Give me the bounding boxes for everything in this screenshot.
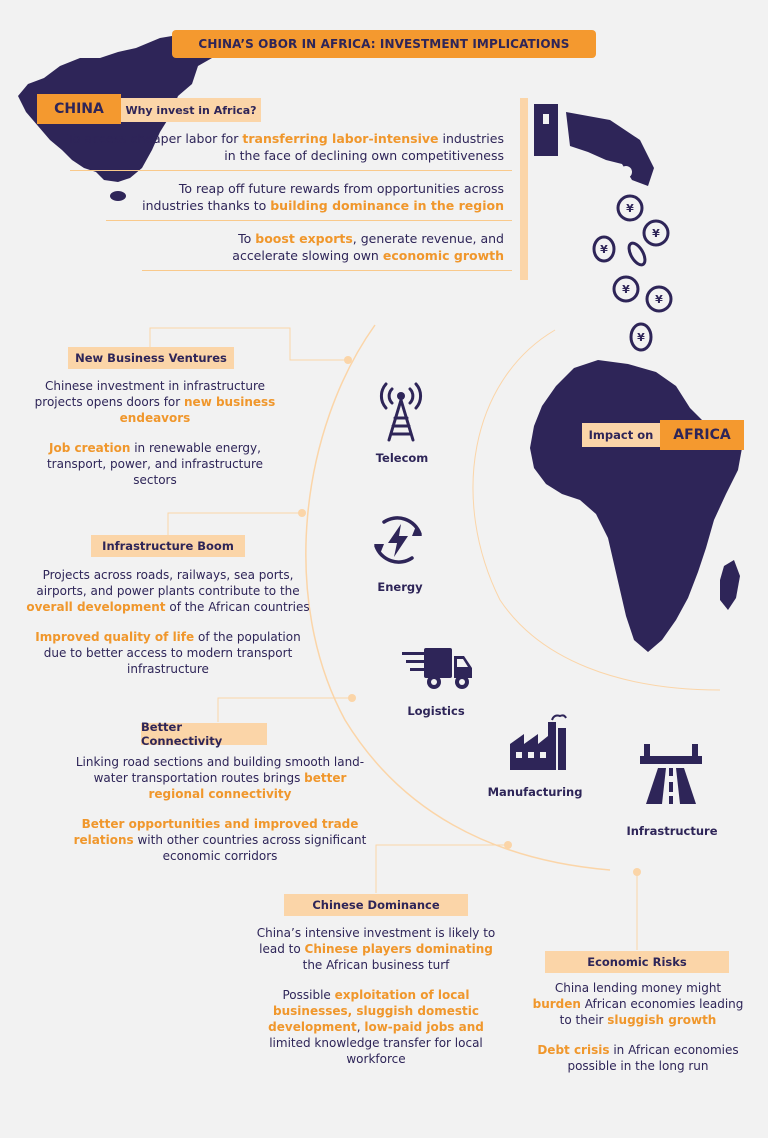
telecom-icon bbox=[376, 376, 426, 444]
energy-icon bbox=[370, 512, 426, 568]
telecom-label: Telecom bbox=[375, 451, 429, 465]
logistics-label: Logistics bbox=[407, 704, 465, 718]
logistics-icon bbox=[402, 646, 474, 690]
reason-2: To reap off future rewards from opportunities across industries thanks to building dominance in the region bbox=[142, 181, 504, 213]
reason-divider bbox=[70, 170, 512, 171]
road-icon bbox=[640, 744, 702, 806]
reason-divider bbox=[106, 220, 512, 221]
svg-text:¥: ¥ bbox=[652, 227, 660, 240]
economic-risks-text: China lending money might burden African economies leading to their sluggish growth Debt crisis in African economies possible in the long run bbox=[532, 981, 744, 1073]
svg-text:¥: ¥ bbox=[622, 283, 630, 296]
africa-map bbox=[530, 360, 742, 652]
factory-icon bbox=[508, 714, 570, 772]
page-title: CHINA’S OBOR IN AFRICA: INVESTMENT IMPLICATIONS bbox=[172, 30, 596, 58]
svg-text:¥: ¥ bbox=[655, 293, 663, 306]
infrastructure-label: Infrastructure bbox=[626, 824, 718, 838]
svg-text:¥: ¥ bbox=[637, 331, 645, 344]
economic-risks-label: Economic Risks bbox=[545, 951, 729, 973]
africa-label: AFRICA bbox=[660, 420, 744, 450]
reason-divider bbox=[142, 270, 512, 271]
new-business-text: Chinese investment in infrastructure projects opens doors for new business endeavors Job creation in renewable energy, transport, power, and infrastructure sectors bbox=[34, 379, 276, 487]
chinese-dominance-label: Chinese Dominance bbox=[284, 894, 468, 916]
infrastructure-boom-text: Projects across roads, railways, sea ports, airports, and power plants contribute to the overall development of the African countries Improved quality of life of the population due to better access to modern transport infrastructure bbox=[26, 568, 310, 676]
china-label: CHINA bbox=[37, 94, 121, 124]
new-business-label: New Business Ventures bbox=[68, 347, 234, 369]
infrastructure-boom-label: Infrastructure Boom bbox=[91, 535, 245, 557]
reason-1: To access cheaper labor for transferring labor-intensive industries in the face of declining own competitiveness bbox=[67, 131, 504, 163]
better-connectivity-text: Linking road sections and building smooth land- water transportation routes brings better regional connectivity Better opportunities and improved trade relations with other countries across significant economic corridors bbox=[73, 755, 367, 863]
energy-label: Energy bbox=[377, 580, 423, 594]
manufacturing-label: Manufacturing bbox=[487, 785, 583, 799]
reason-3: To boost exports, generate revenue, and accelerate slowing own economic growth bbox=[232, 231, 504, 263]
better-connectivity-label: Better Connectivity bbox=[141, 723, 267, 745]
why-invest-label: Why invest in Africa? bbox=[121, 98, 261, 122]
svg-text:¥: ¥ bbox=[600, 243, 608, 256]
svg-text:¥: ¥ bbox=[626, 202, 634, 215]
chinese-dominance-text: China’s intensive investment is likely to lead to Chinese players dominating the African business turf Possible exploitation of local businesses, sluggish domestic development, low-paid jobs and limited knowledge transfer for local workforce bbox=[256, 926, 496, 1066]
impact-label: Impact on bbox=[582, 423, 660, 447]
hand-coins-illustration bbox=[534, 104, 671, 350]
